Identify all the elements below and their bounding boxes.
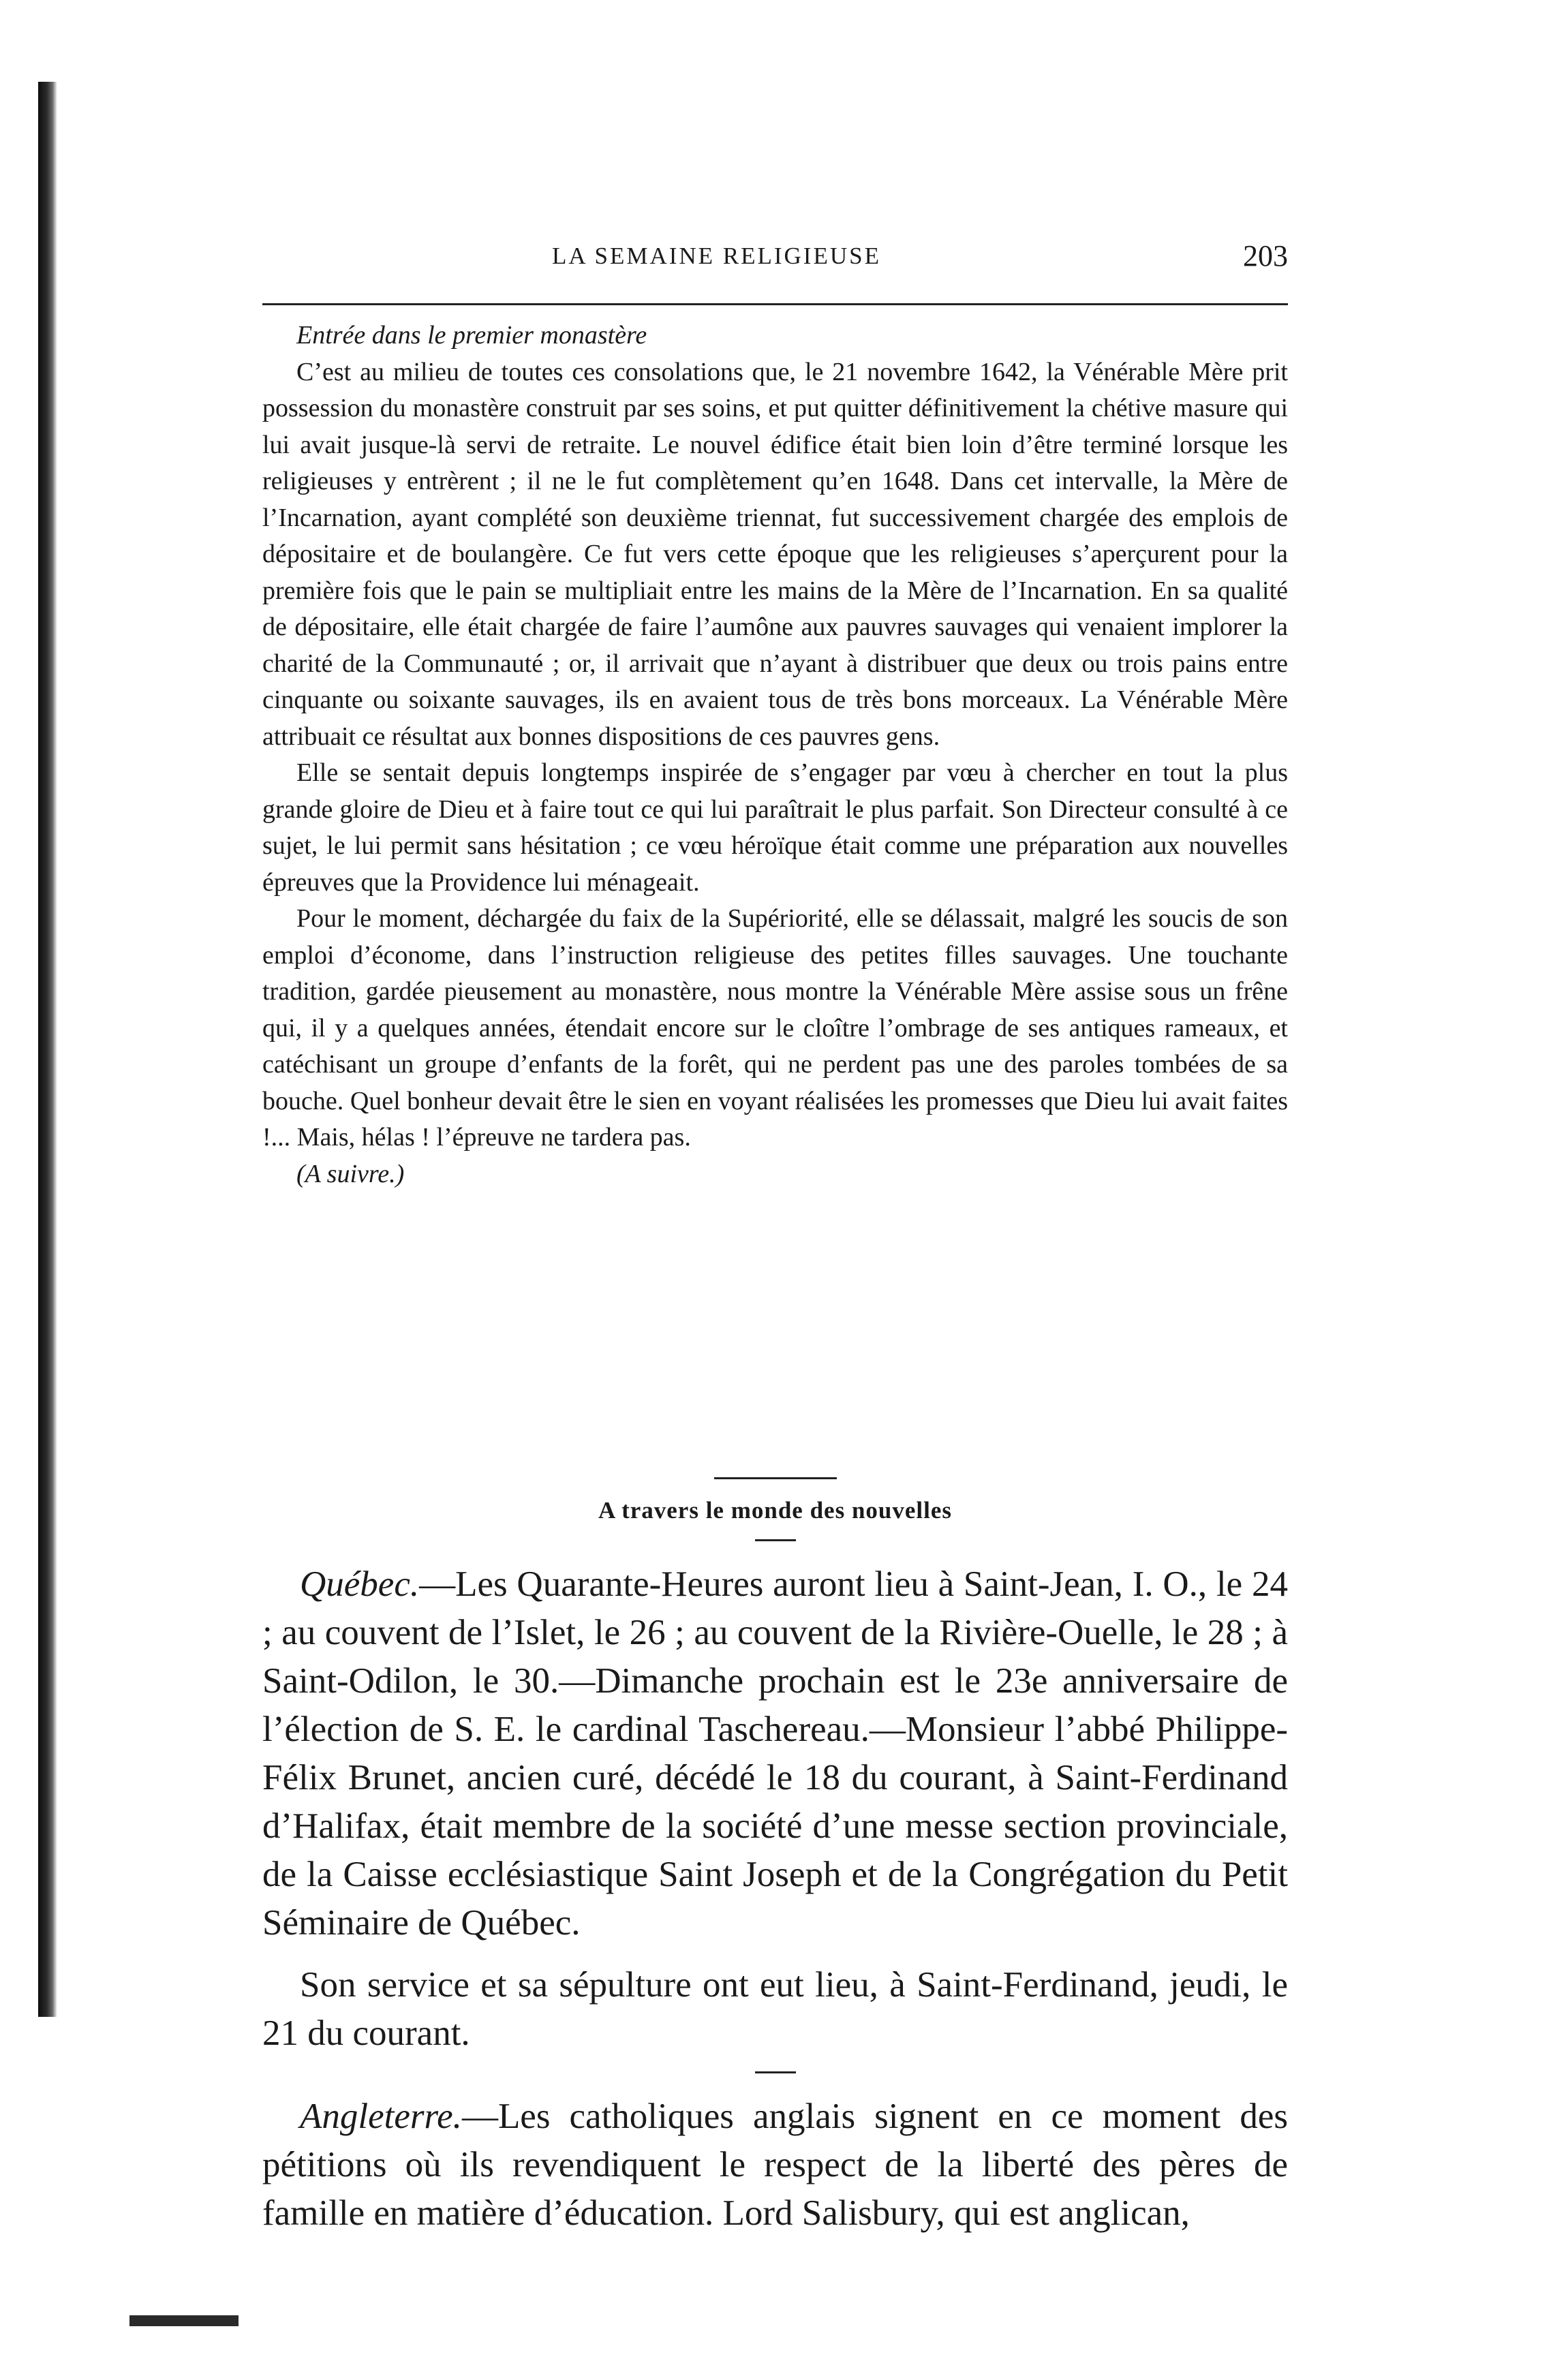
scan-artifact-mark — [129, 2315, 239, 2326]
article-paragraph: Pour le moment, déchargée du faix de la Supériorité, elle se délassait, malgré les soucis de son emploi d’économe, dans l’instruction religieuse des petites filles sauvages. Une touchante tradition, gardée pieusement au monastère, nous montre la Vénérable Mère assise sous un frêne qui, il y a quelques années, étendait encore sur le cloître l’ombrage de ses antiques rameaux, et catéchisant un groupe d’enfants de la forêt, qui ne perdent pas une des paroles tombées de sa bouche. Quel bonheur devait être le sien en voyant réalisées les promesses que Dieu lui avait faites !... Mais, hélas ! l’épreuve ne tardera pas. — [262, 904, 1288, 1152]
news-text-quebec: —Les Quarante-Heures auront lieu à Saint-Jean, I. O., le 24 ; au couvent de l’Islet, le 26 ; au couvent de la Rivière-Ouelle, le 28 ; à Saint-Odilon, le 30.—Dimanche prochain est le 23e anniversaire de l’élection de S. E. le cardinal Taschereau.—Monsieur l’abbé Philippe-Félix Brunet, ancien curé, décédé le 18 du courant, à Saint-Ferdinand d’Halifax, était membre de la société d’une messe section provinciale, de la Caisse ecclésiastique Saint Joseph et de la Congrégation du Petit Séminaire de Québec. — [262, 1564, 1288, 1943]
news-heading: A travers le monde des nouvelles — [598, 1497, 953, 1524]
section-title: Entrée dans le premier monastère — [296, 321, 647, 350]
news-column — [262, 1477, 1288, 2238]
small-divider — [755, 1539, 796, 1541]
header-rule — [262, 303, 1288, 305]
running-title: LA SEMAINE RELIGIEUSE — [552, 243, 881, 269]
article-paragraph: Elle se sentait depuis longtemps inspirée de s’engager par vœu à chercher en tout la plus grande gloire de Dieu et à faire tout ce qui lui paraîtrait le plus parfait. Son Directeur consulté à ce sujet, le lui permit sans hésitation ; ce vœu héroïque était comme une préparation aux nouvelles épreuves que la Providence lui ménageait. — [262, 758, 1288, 897]
page-number: 203 — [1243, 239, 1288, 273]
to-be-continued: (A suivre.) — [296, 1159, 405, 1188]
news-text-england: —Les catholiques anglais signent en ce moment des pétitions où ils revendiquent le respect de la liberté des pères de famille en matière d’éducation. Lord Salisbury, qui est anglican, — [262, 2097, 1288, 2233]
news-place-england: Angleterre. — [300, 2097, 462, 2136]
article-paragraph: C’est au milieu de toutes ces consolations que, le 21 novembre 1642, la Vénérable Mère prit possession du monastère construit par ses soins, et put quitter définitivement la chétive masure qui lui avait jusque-là servi de retraite. Le nouvel édifice était bien loin d’être terminé lorsque les religieuses y entrèrent ; il ne le fut complètement qu’en 1648. Dans cet intervalle, la Mère de l’Incarnation, ayant complété son deuxième triennat, fut successivement chargée des emplois de dépositaire et de boulangère. Ce fut vers cette époque que les religieuses s’aperçurent pour la première fois que le pain se multipliait entre les mains de la Mère de l’Incarnation. En sa qualité de dépositaire, elle était chargée de faire l’aumône aux pauvres sauvages qui venaient implorer la charité de la Communauté ; or, il arrivait que n’ayant à distribuer que deux ou trois pains entre cinquante ou soixante sauvages, ils en avaient tous de très bons morceaux. La Vénérable Mère attribuait ce résultat aux bonnes dispositions de ces pauvres gens. — [262, 357, 1288, 751]
news-item-quebec-continued: Son service et sa sépulture ont eut lieu, à Saint-Ferdinand, jeudi, le 21 du courant. — [262, 1965, 1288, 2053]
small-divider — [755, 2071, 796, 2073]
page-header — [259, 238, 1288, 286]
section-divider — [714, 1477, 837, 1479]
news-item-quebec — [262, 1560, 1288, 1947]
news-item-england — [262, 2092, 1288, 2238]
scan-binding-edge — [38, 82, 57, 2017]
article-column — [262, 318, 1288, 1192]
news-place-quebec: Québec. — [300, 1564, 420, 1604]
